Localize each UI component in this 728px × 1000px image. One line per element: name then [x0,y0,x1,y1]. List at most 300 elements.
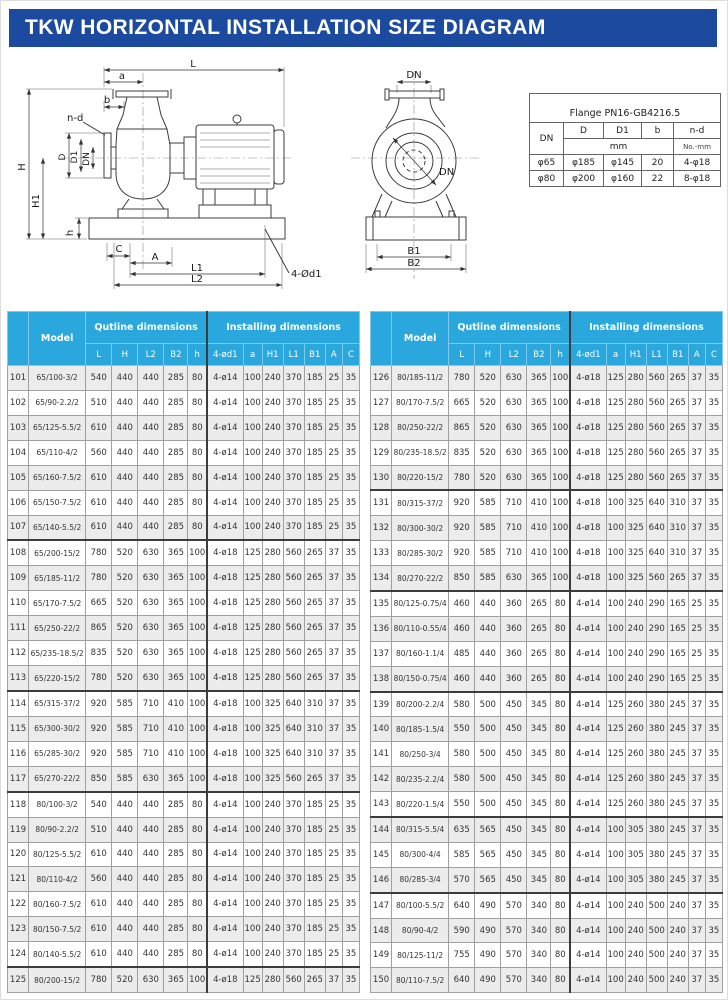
dim-cell: 500 [475,767,501,792]
dim-cell: 35 [342,490,359,515]
flange-cell: φ200 [564,171,604,187]
dim-cell: 345 [527,842,551,867]
dim-cell: 100 [606,918,625,943]
dim-cell: 35 [705,390,722,415]
dim-cell: 265 [304,641,325,666]
row-number: 126 [371,366,392,391]
dim-cell: 125 [243,566,262,591]
dim-cell: 35 [705,591,722,616]
dim-cell: 37 [688,817,705,842]
dim-cell: 440 [138,942,164,967]
dim-cell: 100 [551,541,570,566]
dim-cell: 630 [501,390,527,415]
dim-cell: 310 [304,691,325,716]
dim-cell: 265 [527,641,551,666]
table-row [371,516,723,541]
size-table-right [370,311,723,993]
table-row [8,867,360,892]
dim-cell: 560 [283,540,304,565]
dim-cell: 485 [449,641,475,666]
dim-cell: 370 [283,842,304,867]
dim-cell: 4-ø18 [570,415,606,440]
dim-cell: 380 [646,817,667,842]
dim-cell: 80 [551,943,570,968]
dim-cell: 25 [325,366,342,391]
dim-label-a: a [118,71,126,82]
dim-cell: 100 [188,766,207,791]
dim-cell: 560 [283,766,304,791]
dim-cell: 280 [625,415,646,440]
flange-col-D: D [564,123,604,139]
dim-cell: 165 [667,616,688,641]
dim-cell: 290 [646,666,667,691]
dim-cell: 370 [283,817,304,842]
dim-cell: 240 [262,867,283,892]
row-number: 117 [8,766,29,791]
dim-cell: 380 [646,742,667,767]
dim-cell: 440 [112,892,138,917]
dim-cell: 100 [243,867,262,892]
model-cell: 65/315-37/2 [29,691,86,716]
table-row [371,968,723,993]
dim-cell: 265 [527,616,551,641]
dim-cell: 35 [705,641,722,666]
dim-cell: 245 [667,692,688,717]
dim-cell: 35 [342,792,359,817]
dim-cell: 440 [112,792,138,817]
dim-cell: 630 [138,566,164,591]
dim-cell: 640 [283,741,304,766]
dim-cell: 4-ø18 [207,967,243,993]
dim-cell: 100 [243,792,262,817]
dim-cell: 35 [705,918,722,943]
row-number: 138 [371,666,392,691]
col-H: H [475,344,501,366]
dim-cell: 125 [243,616,262,641]
dim-cell: 4-ø14 [207,366,243,391]
dim-cell: 240 [667,943,688,968]
dim-label-DN-bore: DN [439,167,455,178]
dim-cell: 520 [475,390,501,415]
dim-label-4-d1: 4-Ød1 [291,269,322,280]
dim-cell: 500 [475,692,501,717]
dim-cell: 365 [164,540,188,565]
dim-cell: 100 [243,741,262,766]
dim-cell: 100 [606,817,625,842]
dim-cell: 440 [475,591,501,616]
dim-cell: 4-ø14 [570,893,606,918]
dim-cell: 4-ø14 [570,867,606,892]
dim-cell: 325 [262,766,283,791]
table-row [371,541,723,566]
dim-cell: 520 [112,641,138,666]
dim-cell: 280 [262,591,283,616]
dim-cell: 500 [646,918,667,943]
dim-cell: 100 [243,892,262,917]
model-cell: 65/250-22/2 [29,616,86,641]
dim-cell: 380 [646,692,667,717]
dim-cell: 325 [262,716,283,741]
dim-cell: 285 [164,490,188,515]
dim-cell: 520 [475,465,501,490]
dim-cell: 710 [501,516,527,541]
dim-cell: 100 [606,943,625,968]
dim-cell: 35 [342,641,359,666]
dim-cell: 100 [606,541,625,566]
dim-cell: 560 [283,666,304,691]
dim-cell: 37 [688,767,705,792]
dim-cell: 35 [342,666,359,691]
dim-cell: 100 [188,967,207,993]
dim-cell: 240 [625,968,646,993]
dim-cell: 100 [551,440,570,465]
dim-cell: 370 [283,515,304,540]
dim-cell: 340 [527,943,551,968]
dim-cell: 100 [551,490,570,515]
table-row [371,918,723,943]
dim-cell: 25 [325,842,342,867]
dim-cell: 560 [283,616,304,641]
dim-cell: 265 [527,666,551,691]
table-row [371,867,723,892]
dim-cell: 610 [86,892,112,917]
dim-cell: 37 [688,516,705,541]
model-cell: 80/315-5.5/4 [392,817,449,842]
row-number: 147 [371,893,392,918]
dim-cell: 290 [646,641,667,666]
table-row [371,641,723,666]
dim-cell: 100 [606,616,625,641]
col-L1: L1 [646,344,667,366]
flange-col-DN: DN [530,123,564,155]
dim-cell: 440 [138,440,164,465]
dim-cell: 25 [688,616,705,641]
dim-cell: 450 [501,867,527,892]
dim-cell: 37 [688,943,705,968]
dim-cell: 25 [325,390,342,415]
col-h: h [551,344,570,366]
model-cell: 80/285-30/2 [392,541,449,566]
row-number: 134 [371,566,392,591]
model-cell: 80/235-18.5/2 [392,440,449,465]
dim-cell: 245 [667,742,688,767]
model-cell: 80/160-1.1/4 [392,641,449,666]
flange-cell: 22 [642,171,674,187]
dim-cell: 710 [501,541,527,566]
dim-cell: 37 [688,742,705,767]
dim-cell: 25 [325,892,342,917]
dim-cell: 35 [705,792,722,817]
dim-cell: 280 [625,465,646,490]
model-cell: 65/200-15/2 [29,540,86,565]
dim-cell: 4-ø18 [570,440,606,465]
dim-cell: 630 [138,540,164,565]
dim-cell: 440 [138,390,164,415]
dim-cell: 4-ø18 [570,465,606,490]
dim-cell: 265 [667,566,688,591]
dim-cell: 100 [188,540,207,565]
col-L1: L1 [283,344,304,366]
model-cell: 65/125-5.5/2 [29,415,86,440]
dim-cell: 365 [164,591,188,616]
dim-cell: 440 [475,616,501,641]
dim-cell: 410 [164,716,188,741]
dim-cell: 310 [667,541,688,566]
dim-cell: 80 [551,641,570,666]
dim-cell: 630 [501,440,527,465]
dim-cell: 280 [625,390,646,415]
table-row [8,515,360,540]
dim-cell: 35 [342,616,359,641]
dim-cell: 240 [625,591,646,616]
dim-cell: 100 [551,516,570,541]
model-cell: 65/220-15/2 [29,666,86,691]
row-number: 111 [8,616,29,641]
dim-cell: 850 [86,766,112,791]
dim-cell: 540 [86,792,112,817]
drawing-area [1,51,728,309]
dim-cell: 280 [262,666,283,691]
dim-cell: 440 [112,867,138,892]
num-col-header [8,312,29,366]
table-row [8,641,360,666]
dim-cell: 80 [551,591,570,616]
dim-cell: 80 [188,490,207,515]
dim-cell: 185 [304,817,325,842]
row-number: 121 [8,867,29,892]
dim-cell: 185 [304,942,325,967]
dim-cell: 410 [164,691,188,716]
dim-cell: 35 [342,390,359,415]
model-cell: 65/170-7.5/2 [29,591,86,616]
dim-cell: 4-ø14 [207,390,243,415]
dim-cell: 80 [551,893,570,918]
dim-cell: 35 [342,942,359,967]
dim-cell: 780 [449,366,475,391]
dim-cell: 35 [705,541,722,566]
model-col-header: Model [392,312,449,366]
dim-cell: 450 [501,717,527,742]
dim-cell: 80 [551,742,570,767]
dim-cell: 570 [501,943,527,968]
dim-cell: 35 [705,742,722,767]
row-number: 137 [371,641,392,666]
dim-cell: 260 [625,742,646,767]
dim-cell: 285 [164,817,188,842]
dim-cell: 260 [625,767,646,792]
dim-cell: 780 [86,666,112,691]
dim-cell: 4-ø18 [570,516,606,541]
dim-cell: 365 [164,616,188,641]
dim-cell: 285 [164,390,188,415]
table-row [8,490,360,515]
pump-front-view-drawing [337,55,527,307]
row-number: 106 [8,490,29,515]
dim-cell: 240 [262,490,283,515]
dim-cell: 585 [475,516,501,541]
dim-cell: 285 [164,867,188,892]
dim-cell: 920 [86,741,112,766]
dim-cell: 4-ø14 [207,465,243,490]
model-cell: 80/300-4/4 [392,842,449,867]
dim-cell: 4-ø14 [207,440,243,465]
flange-cell: 4-φ18 [674,155,721,171]
dim-cell: 345 [527,767,551,792]
dim-cell: 365 [164,766,188,791]
dim-cell: 560 [86,867,112,892]
row-number: 118 [8,792,29,817]
size-table-left [7,311,360,993]
row-number: 110 [8,591,29,616]
dim-cell: 80 [551,968,570,993]
row-number: 101 [8,366,29,391]
dim-cell: 80 [188,415,207,440]
table-row [371,440,723,465]
dim-cell: 4-ø14 [207,942,243,967]
table-row [8,792,360,817]
dim-cell: 185 [304,792,325,817]
pump-side-view-drawing [17,55,347,307]
dim-cell: 630 [138,666,164,691]
row-number: 146 [371,867,392,892]
model-cell: 80/110-7.5/2 [392,968,449,993]
dim-cell: 365 [527,566,551,591]
dim-cell: 440 [138,792,164,817]
dim-cell: 305 [625,867,646,892]
dim-cell: 35 [705,666,722,691]
dim-cell: 35 [705,692,722,717]
model-cell: 80/150-7.5/2 [29,917,86,942]
dim-cell: 35 [705,767,722,792]
dim-cell: 37 [688,893,705,918]
model-cell: 80/235-2.2/4 [392,767,449,792]
model-cell: 80/100-5.5/2 [392,893,449,918]
dim-cell: 570 [501,893,527,918]
dim-cell: 920 [449,490,475,515]
dim-cell: 310 [304,741,325,766]
dim-cell: 35 [342,691,359,716]
dim-cell: 4-ø14 [570,717,606,742]
dim-cell: 370 [283,792,304,817]
model-cell: 65/110-4/2 [29,440,86,465]
dim-cell: 325 [625,541,646,566]
dim-cell: 370 [283,440,304,465]
dim-cell: 490 [475,968,501,993]
dim-label-C: C [115,244,123,255]
dim-cell: 560 [646,440,667,465]
row-number: 107 [8,515,29,540]
dim-cell: 100 [243,766,262,791]
dim-cell: 640 [283,716,304,741]
model-cell: 80/160-7.5/2 [29,892,86,917]
dim-cell: 4-ø14 [570,767,606,792]
dim-cell: 640 [283,691,304,716]
dim-cell: 560 [646,415,667,440]
col-L: L [449,344,475,366]
dim-cell: 310 [667,490,688,515]
dim-cell: 100 [243,366,262,391]
table-row [8,390,360,415]
dim-cell: 4-ø14 [570,666,606,691]
installing-group-header: Installing dimensions [207,312,359,344]
dim-cell: 240 [262,817,283,842]
flange-cell: 8-φ18 [674,171,721,187]
dim-cell: 185 [304,867,325,892]
dim-cell: 37 [688,918,705,943]
dim-cell: 100 [243,515,262,540]
dim-cell: 490 [475,943,501,968]
dim-cell: 340 [527,918,551,943]
dim-cell: 100 [606,591,625,616]
col-4-d1: 4-ød1 [207,344,243,366]
dim-cell: 80 [188,892,207,917]
dim-cell: 25 [688,591,705,616]
table-row [371,792,723,817]
dim-cell: 80 [188,917,207,942]
dim-label-A: A [151,252,159,263]
dim-cell: 165 [667,666,688,691]
dim-cell: 240 [625,943,646,968]
dim-cell: 4-ø18 [570,566,606,591]
dim-cell: 100 [188,566,207,591]
dim-cell: 125 [243,540,262,565]
dim-cell: 290 [646,616,667,641]
dim-cell: 25 [325,415,342,440]
model-cell: 80/250-3/4 [392,742,449,767]
dim-cell: 245 [667,817,688,842]
dim-cell: 37 [688,490,705,515]
dim-cell: 360 [501,616,527,641]
dim-cell: 25 [325,465,342,490]
dim-cell: 460 [449,616,475,641]
dim-cell: 920 [86,691,112,716]
model-cell: 80/125-0.75/4 [392,591,449,616]
dim-cell: 100 [606,968,625,993]
base-front [366,217,466,240]
table-row [371,817,723,842]
dim-label-B1: B1 [407,246,421,257]
dim-cell: 665 [86,591,112,616]
dim-cell: 185 [304,842,325,867]
dim-cell: 37 [688,390,705,415]
dim-cell: 370 [283,415,304,440]
table-row [8,666,360,691]
dim-cell: 780 [86,566,112,591]
row-number: 123 [8,917,29,942]
dim-cell: 100 [188,741,207,766]
dim-cell: 240 [262,390,283,415]
dim-cell: 450 [501,692,527,717]
dim-cell: 35 [342,415,359,440]
row-number: 131 [371,490,392,515]
dim-cell: 100 [243,691,262,716]
dim-cell: 630 [501,415,527,440]
dim-cell: 4-ø14 [570,591,606,616]
dim-cell: 4-ø14 [207,792,243,817]
dim-cell: 610 [86,490,112,515]
dim-cell: 325 [625,566,646,591]
col-B1: B1 [667,344,688,366]
dim-cell: 125 [606,465,625,490]
dim-cell: 240 [625,918,646,943]
dim-cell: 360 [501,666,527,691]
dim-cell: 4-ø18 [207,591,243,616]
dim-cell: 37 [688,968,705,993]
row-number: 142 [371,767,392,792]
dim-cell: 4-ø14 [570,817,606,842]
installing-group-header: Installing dimensions [570,312,722,344]
dim-cell: 370 [283,867,304,892]
